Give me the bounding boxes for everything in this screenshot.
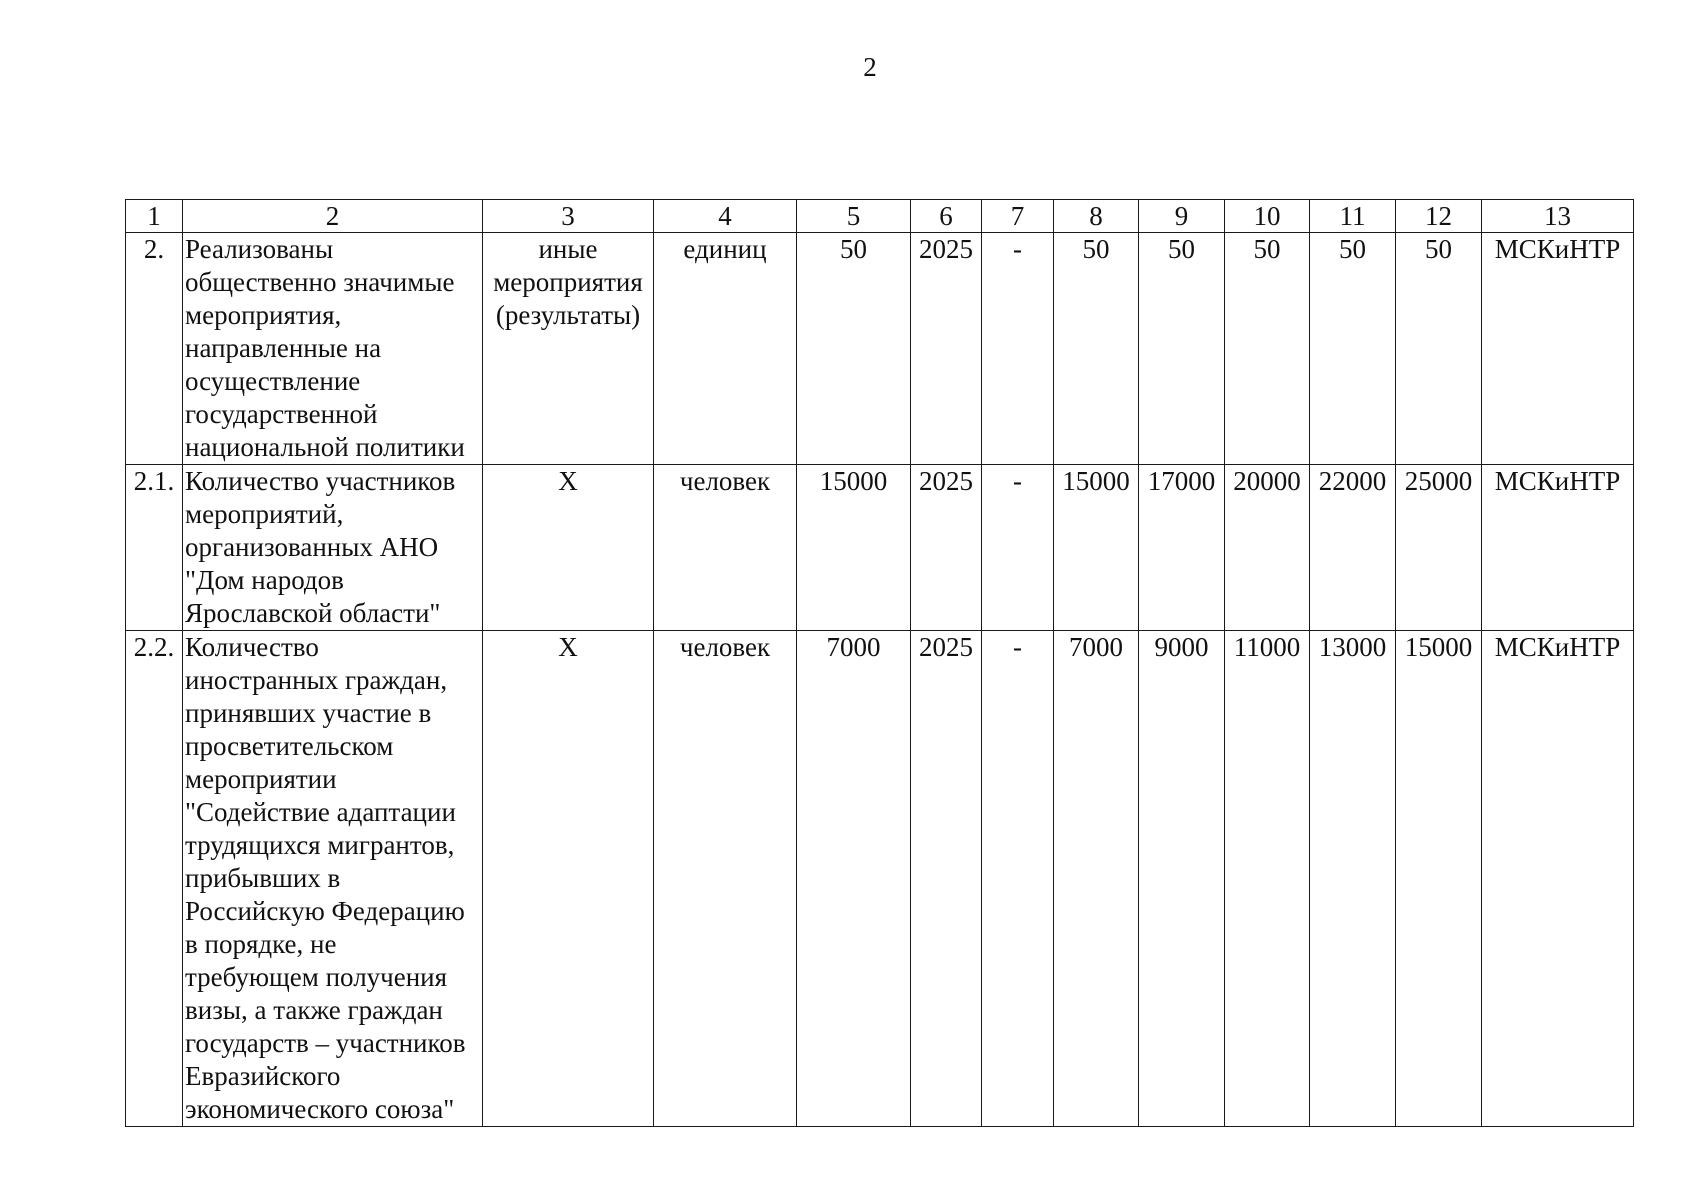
- column-header: 8: [1054, 200, 1139, 233]
- column-header: 5: [797, 200, 911, 233]
- indicator-type-line: X: [558, 466, 578, 496]
- row-number: 2.2.: [126, 631, 183, 1127]
- base-value-cell: 50: [797, 233, 911, 465]
- indicator-name-line: "Дом народов: [185, 565, 344, 595]
- column-header: 7: [982, 200, 1054, 233]
- indicator-name-line: Российскую Федерацию: [185, 896, 465, 926]
- value-cell: 9000: [1139, 631, 1225, 1127]
- indicator-name-line: мероприятии: [185, 764, 337, 794]
- indicator-type-line: (результаты): [495, 300, 641, 330]
- indicator-type: [483, 465, 654, 631]
- table-row: [126, 233, 1634, 465]
- unit-cell: человек: [654, 465, 797, 631]
- value-cell: 50: [1225, 233, 1310, 465]
- row-number: 2.: [126, 233, 183, 465]
- column-header: 6: [911, 200, 982, 233]
- indicator-name-line: государств – участников: [185, 1028, 466, 1058]
- indicator-name-line: Количество: [185, 632, 319, 662]
- responsible-cell: МСКиНТР: [1482, 465, 1634, 631]
- column-header: 10: [1225, 200, 1310, 233]
- base-year-cell: 2025: [911, 233, 982, 465]
- indicator-name-line: организованных АНО: [185, 532, 439, 562]
- indicator-name: [183, 465, 483, 631]
- column-header: 12: [1396, 200, 1482, 233]
- value-cell: 50: [1396, 233, 1482, 465]
- indicator-name-line: национальной политики: [185, 432, 465, 462]
- indicator-name-line: экономического союза": [185, 1094, 455, 1124]
- indicator-type-line: X: [558, 632, 578, 662]
- indicator-name-line: иностранных граждан,: [185, 665, 448, 695]
- indicator-name-line: прибывших в: [185, 863, 341, 893]
- column-7-cell: -: [982, 631, 1054, 1127]
- column-header: 4: [654, 200, 797, 233]
- column-number-header-row: [126, 200, 1634, 233]
- indicator-name-line: направленные на: [185, 333, 382, 363]
- column-7-cell: -: [982, 465, 1054, 631]
- indicator-name-line: мероприятий,: [185, 499, 344, 529]
- base-year-cell: 2025: [911, 631, 982, 1127]
- base-value-cell: 7000: [797, 631, 911, 1127]
- indicator-name-line: "Содействие адаптации: [185, 797, 456, 827]
- indicator-name-line: трудящихся мигрантов,: [185, 830, 455, 860]
- indicator-name-line: Евразийского: [185, 1061, 341, 1091]
- value-cell: 7000: [1054, 631, 1139, 1127]
- value-cell: 50: [1054, 233, 1139, 465]
- value-cell: 15000: [1396, 631, 1482, 1127]
- indicator-name-line: общественно значимые: [185, 267, 455, 297]
- unit-cell: человек: [654, 631, 797, 1127]
- column-header: 1: [126, 200, 183, 233]
- row-number: 2.1.: [126, 465, 183, 631]
- column-7-cell: -: [982, 233, 1054, 465]
- column-header: 9: [1139, 200, 1225, 233]
- indicator-name-line: принявших участие в: [185, 698, 432, 728]
- indicator-name-line: требующем получения: [185, 962, 448, 992]
- value-cell: 50: [1139, 233, 1225, 465]
- indicator-type-line: мероприятия: [493, 267, 643, 297]
- value-cell: 25000: [1396, 465, 1482, 631]
- value-cell: 13000: [1310, 631, 1396, 1127]
- base-value-cell: 15000: [797, 465, 911, 631]
- indicator-type: [483, 233, 654, 465]
- column-header: 13: [1482, 200, 1634, 233]
- indicator-name-line: государственной: [185, 399, 378, 429]
- indicators-table: [125, 199, 1634, 1127]
- indicator-name: [183, 233, 483, 465]
- indicator-name-line: Ярославской области": [185, 598, 441, 628]
- indicator-name-line: просветительском: [185, 731, 394, 761]
- value-cell: 50: [1310, 233, 1396, 465]
- value-cell: 20000: [1225, 465, 1310, 631]
- responsible-cell: МСКиНТР: [1482, 631, 1634, 1127]
- indicator-type-line: иные: [538, 234, 598, 264]
- value-cell: 22000: [1310, 465, 1396, 631]
- column-header: 2: [183, 200, 483, 233]
- table-row: [126, 465, 1634, 631]
- table-row: [126, 631, 1634, 1127]
- indicator-name-line: мероприятия,: [185, 300, 342, 330]
- indicator-type: [483, 631, 654, 1127]
- indicator-name-line: осуществление: [185, 366, 361, 396]
- responsible-cell: МСКиНТР: [1482, 233, 1634, 465]
- value-cell: 11000: [1225, 631, 1310, 1127]
- base-year-cell: 2025: [911, 465, 982, 631]
- page-number: 2: [863, 52, 877, 82]
- column-header: 11: [1310, 200, 1396, 233]
- indicator-name-line: в порядке, не: [185, 929, 337, 959]
- value-cell: 15000: [1054, 465, 1139, 631]
- unit-cell: единиц: [654, 233, 797, 465]
- indicator-name-line: Реализованы: [185, 234, 334, 264]
- indicator-name-line: визы, а также граждан: [185, 995, 443, 1025]
- column-header: 3: [483, 200, 654, 233]
- value-cell: 17000: [1139, 465, 1225, 631]
- indicator-name: [183, 631, 483, 1127]
- indicator-name-line: Количество участников: [185, 466, 456, 496]
